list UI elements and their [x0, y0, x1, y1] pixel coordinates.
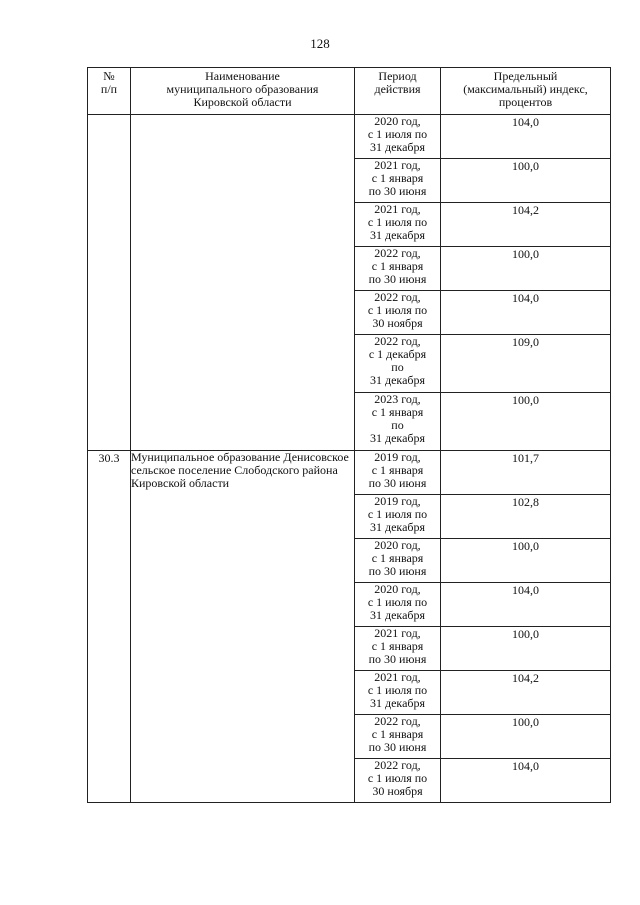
- municipality-name: Муниципальное образование Денисовское сельское поселение Слободского района Кировской области: [131, 451, 355, 803]
- period-line: по 30 июня: [368, 476, 427, 490]
- header-number: № п/п: [88, 68, 131, 115]
- period-cell: [355, 671, 441, 715]
- period-line: 31 декабря: [369, 373, 426, 387]
- period-line: с 1 июля по: [367, 683, 428, 697]
- period-cell: [355, 247, 441, 291]
- period-line: с 1 января: [371, 463, 424, 477]
- period-line: по 30 июня: [368, 272, 427, 286]
- period-line: 2022 год,: [374, 758, 421, 772]
- index-cell: 100,0: [441, 715, 611, 759]
- index-cell: 104,2: [441, 671, 611, 715]
- period-line: 30 ноября: [372, 316, 423, 330]
- header-index: Предельный (максимальный) индекс, процентов: [441, 68, 611, 115]
- period-line: 2023 год,: [374, 392, 421, 406]
- period-cell: [355, 393, 441, 451]
- period-line: 31 декабря: [369, 228, 426, 242]
- period-line: по: [391, 360, 404, 374]
- period-line: по 30 июня: [368, 184, 427, 198]
- index-cell: 100,0: [441, 393, 611, 451]
- period-cell: [355, 627, 441, 671]
- period-cell: [355, 159, 441, 203]
- page-number: 128: [310, 36, 330, 51]
- period-line: 2022 год,: [374, 714, 421, 728]
- period-line: с 1 июля по: [367, 215, 428, 229]
- period-line: 2021 год,: [374, 626, 421, 640]
- number-cell: [88, 115, 131, 451]
- index-cell: 100,0: [441, 627, 611, 671]
- period-line: 2022 год,: [374, 290, 421, 304]
- period-line: 2021 год,: [374, 202, 421, 216]
- index-cell: 100,0: [441, 539, 611, 583]
- period-line: с 1 января: [371, 639, 424, 653]
- period-line: 2019 год,: [374, 450, 421, 464]
- index-cell: 100,0: [441, 159, 611, 203]
- period-line: с 1 января: [371, 551, 424, 565]
- period-line: с 1 января: [371, 171, 424, 185]
- period-cell: [355, 715, 441, 759]
- period-cell: [355, 335, 441, 393]
- period-line: с 1 января: [371, 259, 424, 273]
- entry-number: 30.3: [88, 451, 131, 803]
- table-header-row: [88, 68, 611, 115]
- period-line: 2022 год,: [374, 334, 421, 348]
- period-line: с 1 июля по: [367, 303, 428, 317]
- index-cell: 109,0: [441, 335, 611, 393]
- table-row: [88, 115, 611, 159]
- period-line: по: [391, 418, 404, 432]
- period-line: 2022 год,: [374, 246, 421, 260]
- period-line: 2020 год,: [374, 582, 421, 596]
- header-municipality: Наименование муниципального образования Кировской области: [131, 68, 355, 115]
- period-cell: [355, 115, 441, 159]
- period-line: 31 декабря: [369, 696, 426, 710]
- period-line: по 30 июня: [368, 652, 427, 666]
- period-line: с 1 июля по: [367, 771, 428, 785]
- index-cell: 101,7: [441, 451, 611, 495]
- period-line: 31 декабря: [369, 520, 426, 534]
- index-cell: 104,2: [441, 203, 611, 247]
- period-line: 2021 год,: [374, 670, 421, 684]
- period-line: 2021 год,: [374, 158, 421, 172]
- index-cell: 104,0: [441, 291, 611, 335]
- period-line: 31 декабря: [369, 431, 426, 445]
- period-line: 2020 год,: [374, 538, 421, 552]
- period-cell: [355, 495, 441, 539]
- period-cell: [355, 203, 441, 247]
- period-cell: [355, 539, 441, 583]
- index-cell: 104,0: [441, 115, 611, 159]
- period-line: 2020 год,: [374, 114, 421, 128]
- period-line: по 30 июня: [368, 740, 427, 754]
- period-cell: [355, 291, 441, 335]
- period-line: с 1 июля по: [367, 507, 428, 521]
- index-cell: 100,0: [441, 247, 611, 291]
- period-line: с 1 июля по: [367, 127, 428, 141]
- header-period: Период действия: [355, 68, 441, 115]
- period-cell: [355, 451, 441, 495]
- table-row: [88, 451, 611, 495]
- municipality-cell: [131, 115, 355, 451]
- period-line: 31 декабря: [369, 608, 426, 622]
- period-line: 2019 год,: [374, 494, 421, 508]
- period-line: по 30 июня: [368, 564, 427, 578]
- period-cell: [355, 583, 441, 627]
- period-line: с 1 июля по: [367, 595, 428, 609]
- period-line: 30 ноября: [372, 784, 423, 798]
- period-line: с 1 января: [371, 727, 424, 741]
- index-cell: 104,0: [441, 759, 611, 803]
- period-line: с 1 января: [371, 405, 424, 419]
- period-line: 31 декабря: [369, 140, 426, 154]
- period-line: с 1 декабря: [368, 347, 427, 361]
- index-cell: 102,8: [441, 495, 611, 539]
- tariff-index-table: [87, 67, 611, 803]
- period-cell: [355, 759, 441, 803]
- index-cell: 104,0: [441, 583, 611, 627]
